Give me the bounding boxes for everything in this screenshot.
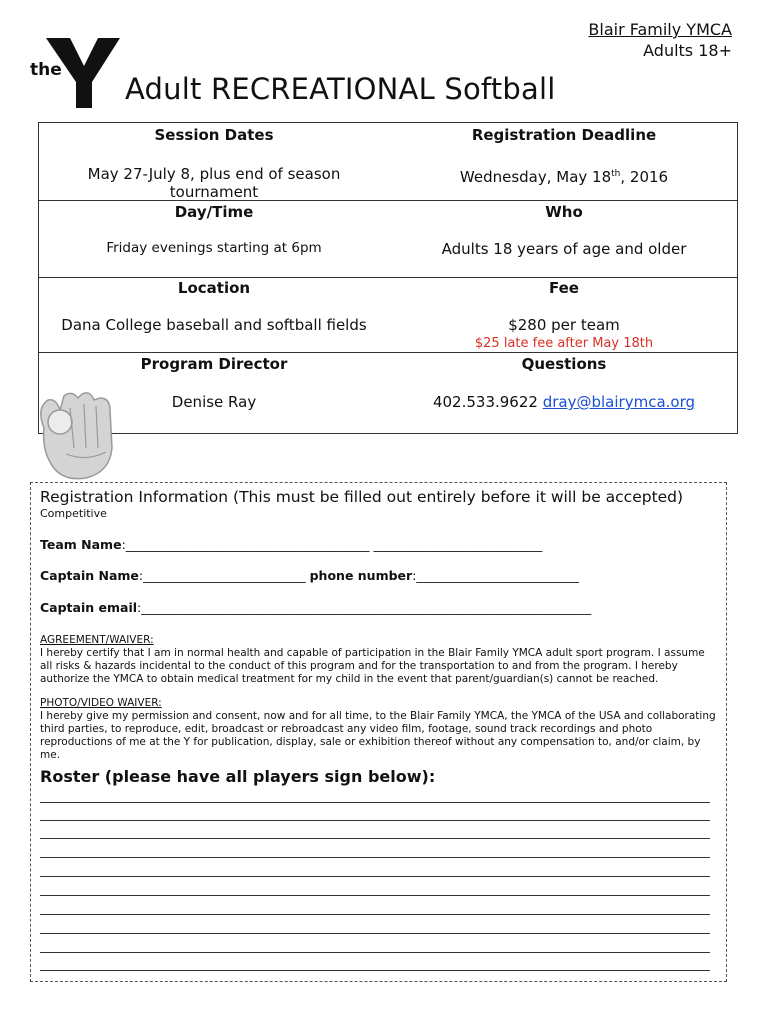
late-fee-note: $25 late fee after May 18th [474,336,654,351]
location-value: Dana College baseball and softball fields [61,316,367,334]
roster-signature-line[interactable] [40,952,710,953]
fee-label: Fee [549,279,579,297]
registration-deadline-value: Wednesday, May 18th, 2016 [459,168,669,186]
day-time-label: Day/Time [174,203,254,221]
roster-signature-line[interactable] [40,914,710,915]
session-dates-value: May 27-July 8, plus end of season tournament [87,165,341,201]
registration-subtitle: Competitive [40,507,107,520]
fee-value: $280 per team [508,316,620,334]
roster-title: Roster (please have all players sign below): [40,767,436,786]
email-link[interactable]: dray@blairymca.org [542,393,696,411]
softball-glove-icon [30,388,126,484]
photo-video-waiver [40,697,720,762]
roster-signature-line[interactable] [40,820,710,821]
photo-heading: PHOTO/VIDEO WAIVER: [40,697,162,709]
captain-name-field[interactable]: Captain Name:__________________________ phone number:__________________________ [40,568,579,583]
row-divider [39,277,737,278]
agreement-text: I hereby certify that I am in normal health and capable of participation in the Blair Family YMCA adult sport program. I assume all risks & hazards incidental to the conduct of this program and for the transportation to and from the program. I hereby authorize the YMCA to obtain medical treatment for my child in the event that parent/guardian(s) cannot be reached. [40,647,705,685]
registration-title: Registration Information (This must be filled out entirely before it will be accepted) [40,488,684,506]
audience-label: Adults 18+ [643,41,732,60]
logo-the-text: the [30,60,62,80]
roster-signature-line[interactable] [40,802,710,803]
agreement-heading: AGREEMENT/WAIVER: [40,634,154,646]
roster-signature-line[interactable] [40,838,710,839]
questions-contact [389,393,739,411]
location-label: Location [177,279,251,297]
page-title: Adult RECREATIONAL Softball [125,72,556,106]
program-director-value: Denise Ray [171,393,257,411]
roster-signature-line[interactable] [40,970,710,971]
who-value: Adults 18 years of age and older [441,240,687,258]
who-label: Who [545,203,583,221]
team-name-field[interactable]: Team Name:_______________________________________ ___________________________ [40,537,543,552]
questions-label: Questions [521,355,607,373]
captain-email-field[interactable]: Captain email:________________________________________________________________________ [40,600,592,615]
svg-text:YMCA: YMCA [94,80,110,102]
agreement-waiver [40,634,720,686]
roster-signature-line[interactable] [40,933,710,934]
roster-signature-line[interactable] [40,876,710,877]
photo-text: I hereby give my permission and consent, now and for all time, to the Blair Family YMCA, the YMCA of the USA and collaborating third parties, to reproduce, edit, broadcast or rebroadcast any video film, footage, sound track recordings and photo reproductions of me at the Y for publication, display, sale or exhibition thereof without any compensation to, and/or claim, by me. [40,710,716,761]
registration-deadline-label: Registration Deadline [471,126,657,144]
phone-number: 402.533.9622 [432,393,538,411]
org-name: Blair Family YMCA [588,20,732,39]
roster-signature-line[interactable] [40,895,710,896]
info-table [38,122,738,434]
roster-signature-line[interactable] [40,857,710,858]
day-time-value: Friday evenings starting at 6pm [106,240,322,256]
session-dates-label: Session Dates [154,126,274,144]
program-director-label: Program Director [140,355,288,373]
